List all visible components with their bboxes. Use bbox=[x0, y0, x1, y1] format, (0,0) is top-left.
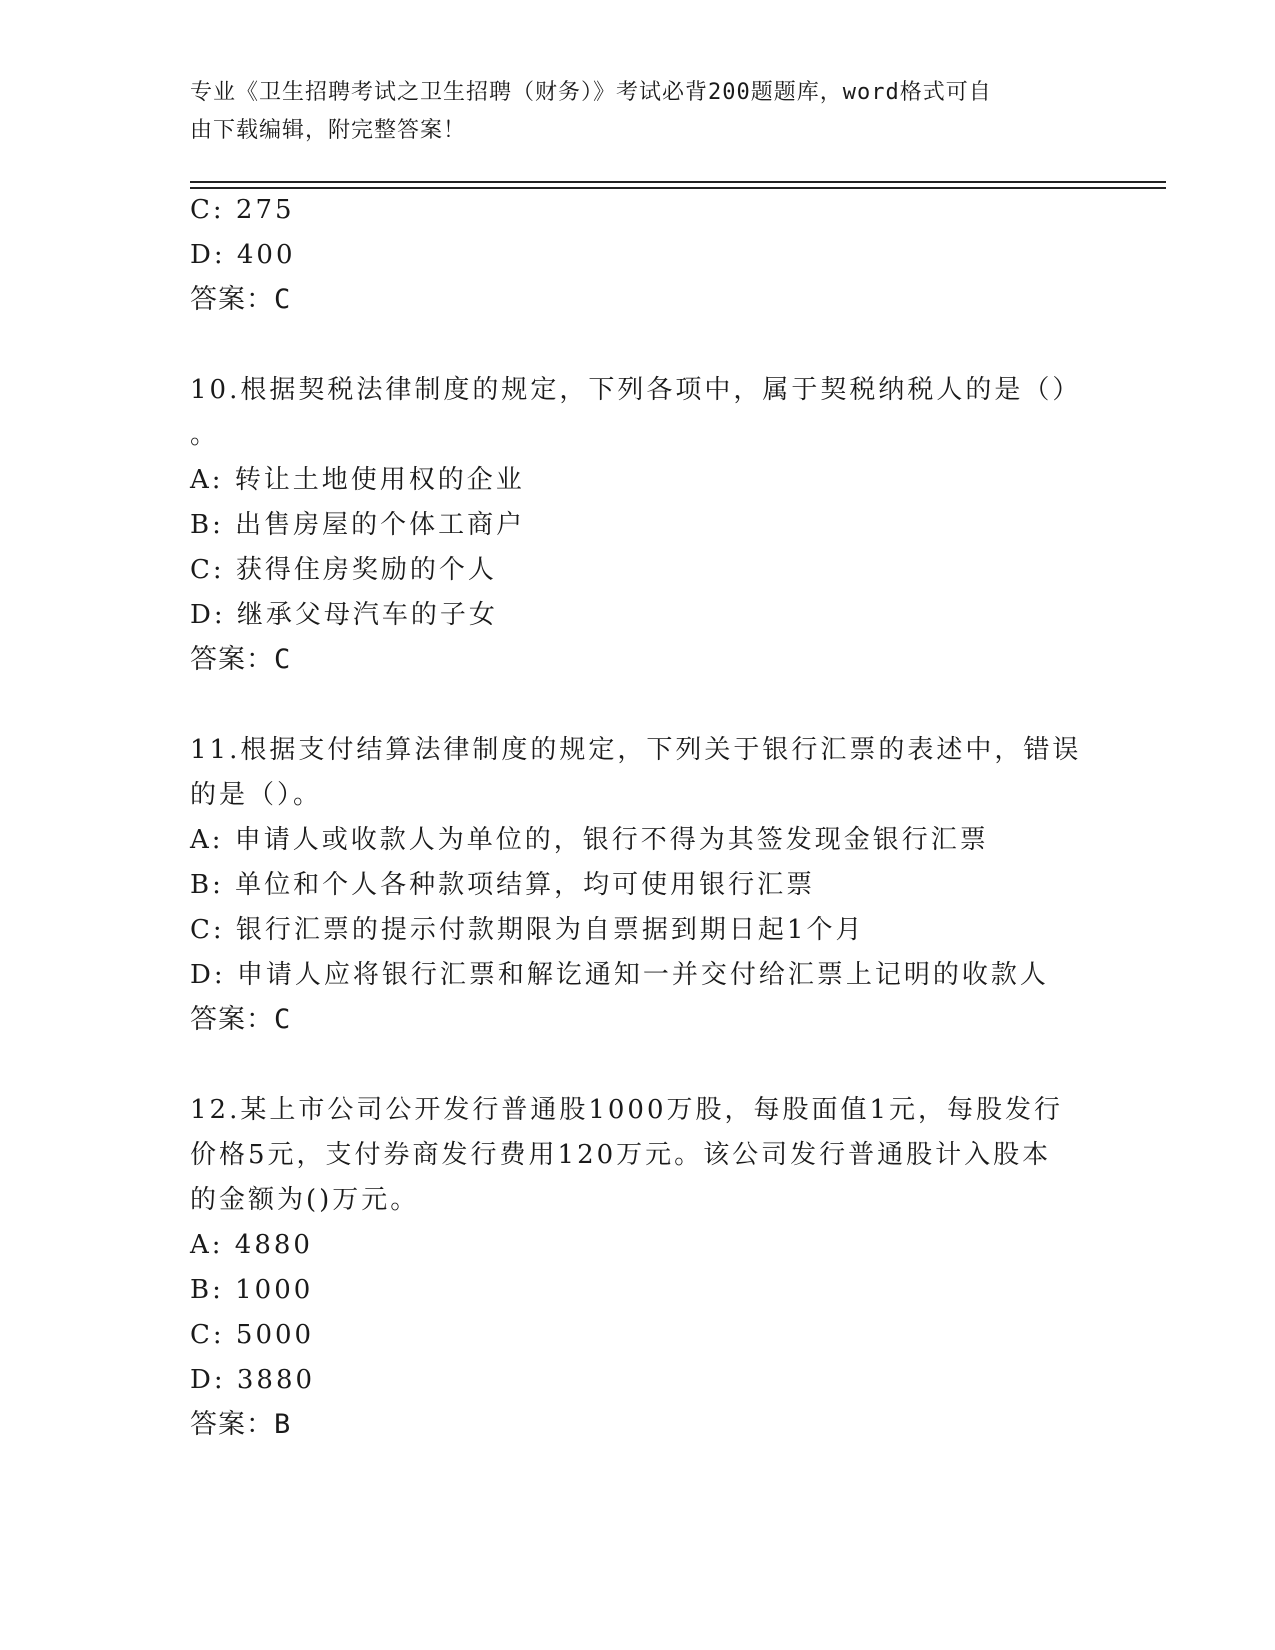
q10-option-d: D: 继承父母汽车的子女 bbox=[190, 600, 498, 630]
q11-option-c: C: 银行汇票的提示付款期限为自票据到期日起1个月 bbox=[190, 915, 865, 945]
q12-option-a: A: 4880 bbox=[190, 1230, 313, 1260]
q12-stem-line-2: 价格5元，支付券商发行费用120万元。该公司发行普通股计入股本 bbox=[190, 1140, 1052, 1170]
q9-option-c: C: 275 bbox=[190, 195, 295, 225]
q10-option-a: A: 转让土地使用权的企业 bbox=[190, 465, 525, 495]
header-line-2: 由下载编辑，附完整答案！ bbox=[190, 118, 467, 143]
document-header bbox=[190, 74, 1090, 150]
header-divider-bottom bbox=[190, 187, 1166, 189]
q9-option-d: D: 400 bbox=[190, 240, 296, 270]
q10-option-c: C: 获得住房奖励的个人 bbox=[190, 555, 497, 585]
q12-stem-line-3: 的金额为()万元。 bbox=[190, 1185, 420, 1215]
q10-option-b: B: 出售房屋的个体工商户 bbox=[190, 510, 526, 540]
q12-option-b: B: 1000 bbox=[190, 1275, 314, 1305]
header-line-1: 专业《卫生招聘考试之卫生招聘（财务）》考试必背200题题库，word格式可自 bbox=[190, 80, 992, 105]
q12-stem-line-1: 12.某上市公司公开发行普通股1000万股，每股面值1元，每股发行 bbox=[190, 1095, 1064, 1125]
q10-stem-line-2: 。 bbox=[190, 420, 220, 450]
q11-option-d: D: 申请人应将银行汇票和解讫通知一并交付给汇票上记明的收款人 bbox=[190, 960, 1049, 990]
q9-answer: 答案：C bbox=[190, 284, 292, 315]
q11-option-b: B: 单位和个人各种款项结算，均可使用银行汇票 bbox=[190, 870, 816, 900]
q12-option-d: D: 3880 bbox=[190, 1365, 316, 1395]
q10-answer: 答案：C bbox=[190, 644, 292, 675]
q11-stem-line-1: 11.根据支付结算法律制度的规定，下列关于银行汇票的表述中，错误 bbox=[190, 735, 1082, 765]
q12-answer: 答案：B bbox=[190, 1409, 292, 1440]
q10-stem-line-1: 10.根据契税法律制度的规定，下列各项中，属于契税纳税人的是（） bbox=[190, 375, 1082, 405]
header-divider-top bbox=[190, 181, 1166, 183]
q11-answer: 答案：C bbox=[190, 1004, 292, 1035]
q11-option-a: A: 申请人或收款人为单位的，银行不得为其签发现金银行汇票 bbox=[190, 825, 989, 855]
q12-option-c: C: 5000 bbox=[190, 1320, 315, 1350]
q11-stem-line-2: 的是（）。 bbox=[190, 780, 323, 810]
